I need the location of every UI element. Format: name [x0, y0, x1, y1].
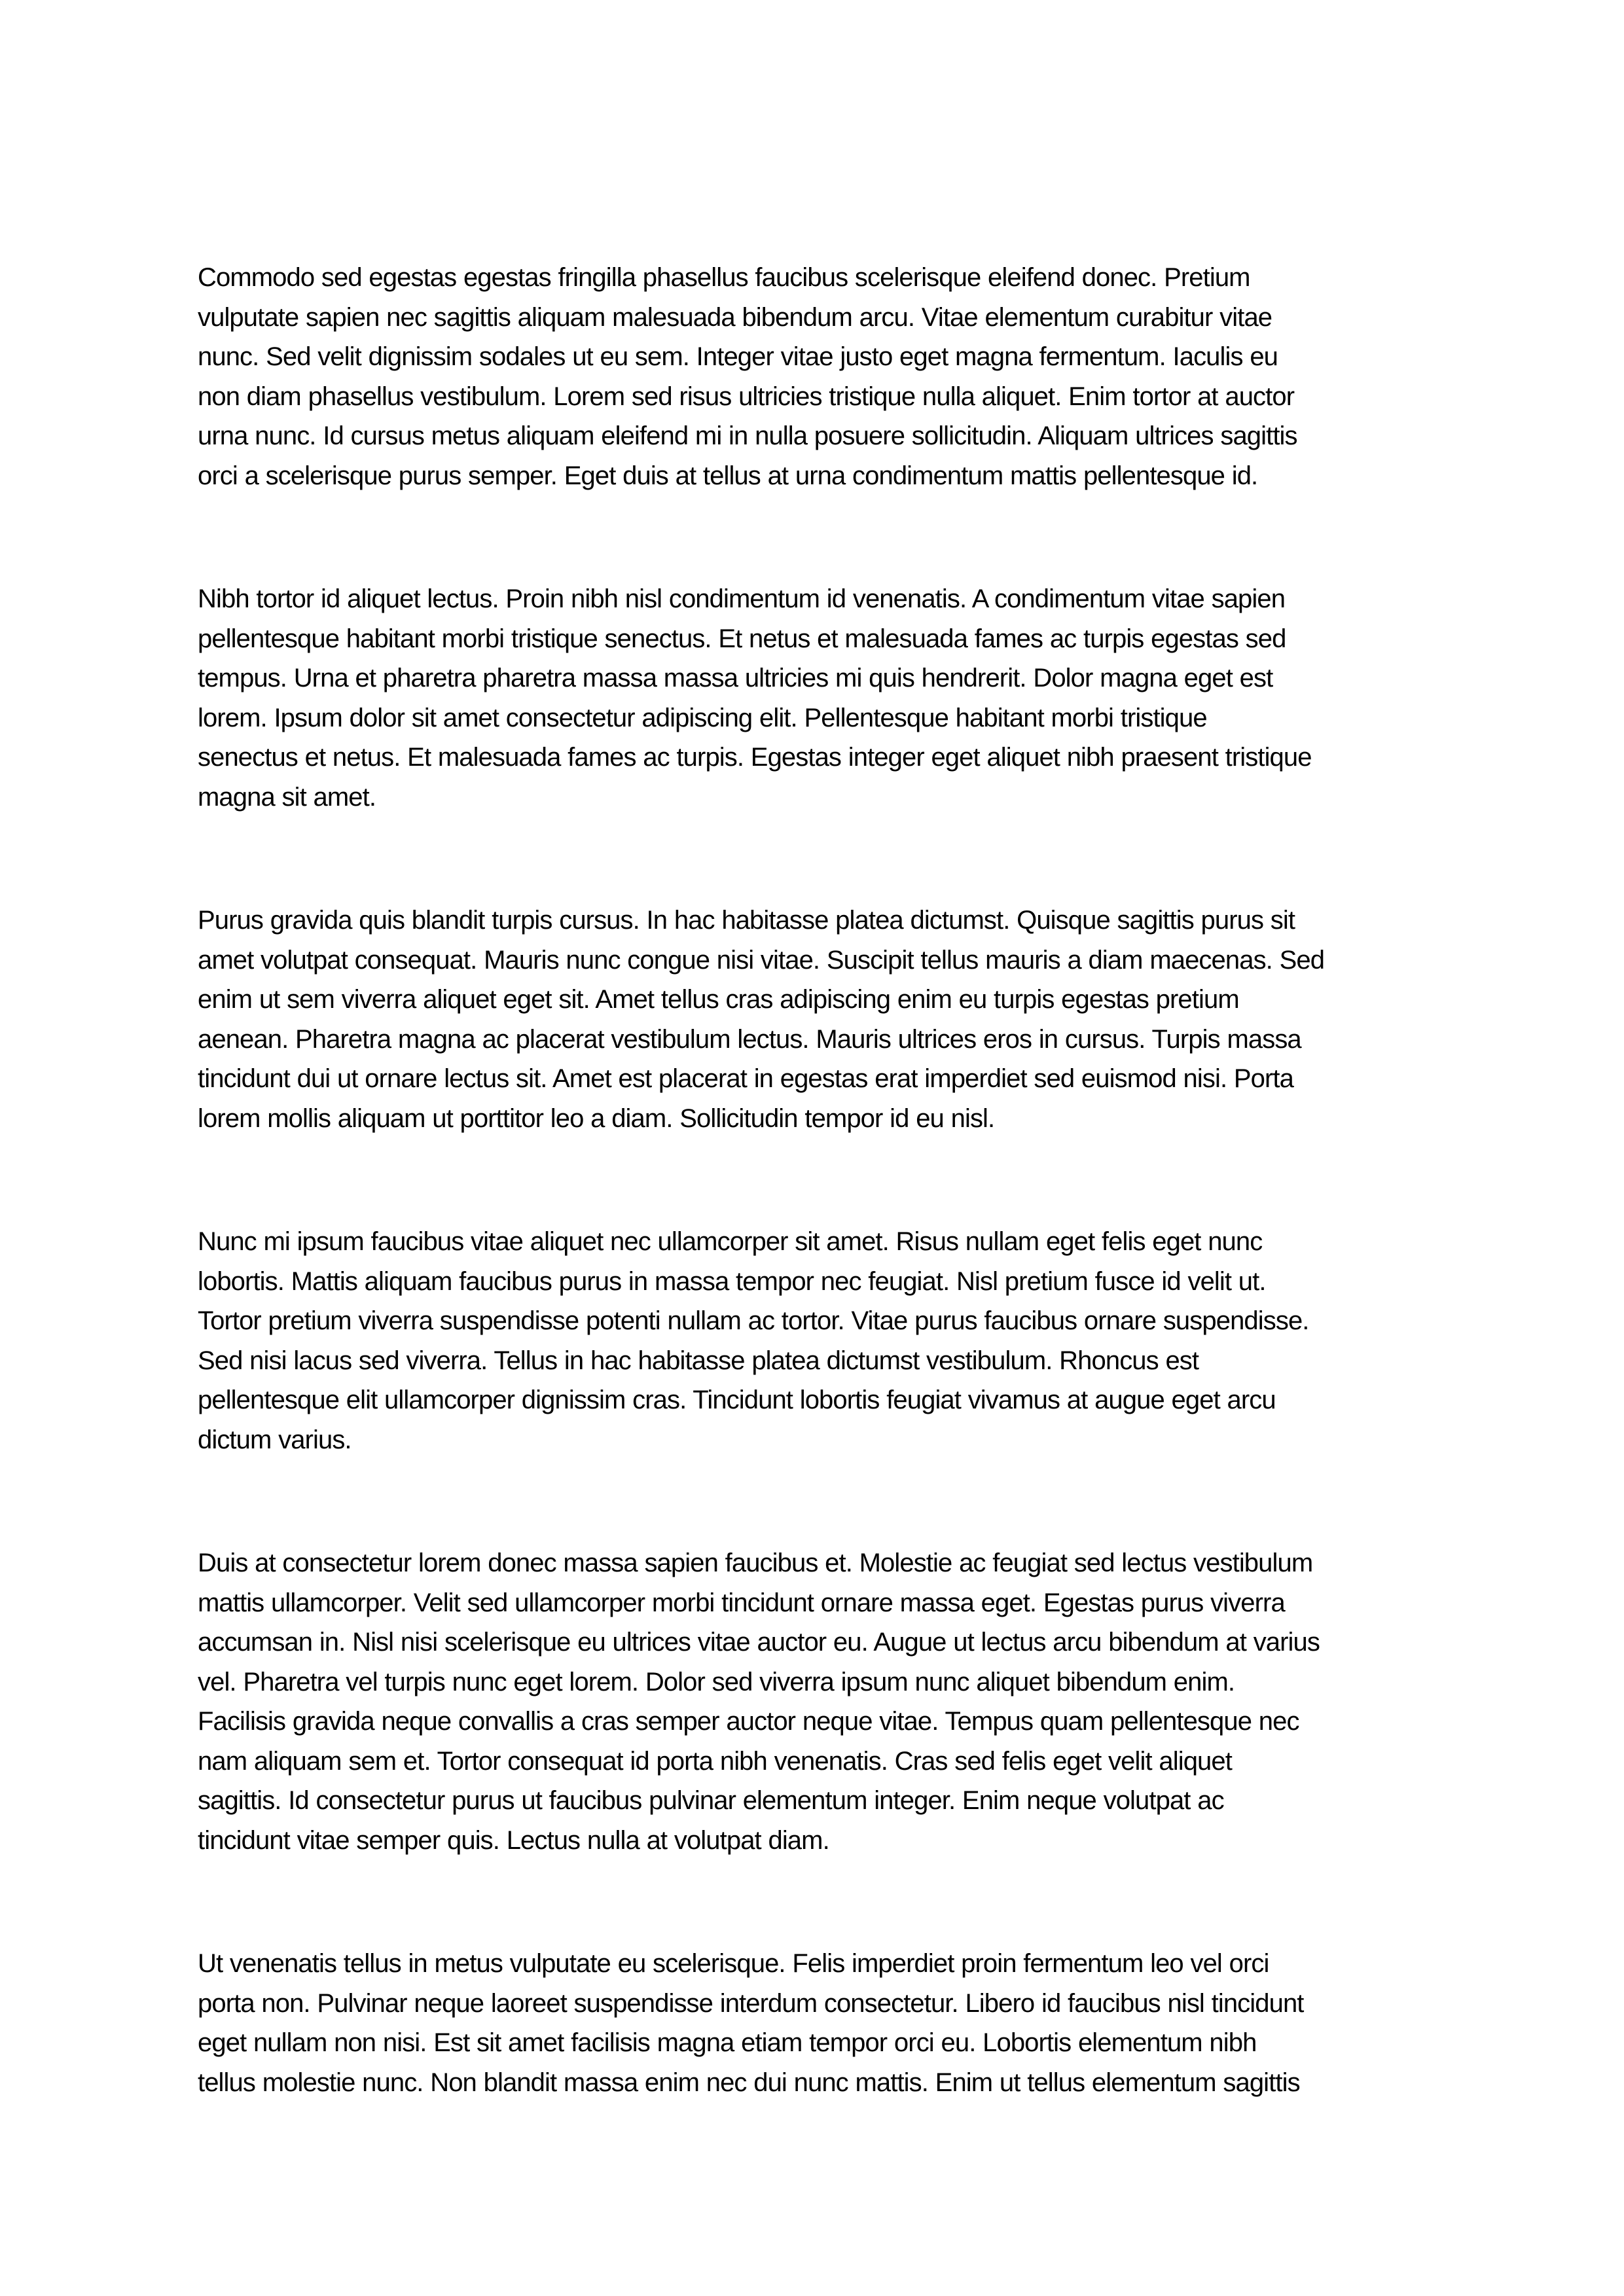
- text-line: orci a scelerisque purus semper. Eget duis at tellus at urna condimentum mattis pellentesque id.: [198, 461, 1258, 490]
- paragraph-spacer: [198, 1460, 1441, 1543]
- paragraph-spacer: [198, 495, 1441, 579]
- paragraph-6: [198, 1944, 1441, 2102]
- text-line: amet volutpat consequat. Mauris nunc congue nisi vitae. Suscipit tellus mauris a diam maecenas. Sed: [198, 945, 1325, 975]
- text-line: senectus et netus. Et malesuada fames ac turpis. Egestas integer eget aliquet nibh praesent tristique: [198, 743, 1312, 772]
- text-line: Purus gravida quis blandit turpis cursus. In hac habitasse platea dictumst. Quisque sagittis purus sit: [198, 906, 1295, 935]
- paragraph-spacer: [198, 1138, 1441, 1222]
- text-line: Nunc mi ipsum faucibus vitae aliquet nec ullamcorper sit amet. Risus nullam eget felis eget nunc: [198, 1227, 1263, 1256]
- document-body: [198, 258, 1441, 2102]
- text-line: eget nullam non nisi. Est sit amet facilisis magna etiam tempor orci eu. Lobortis elementum nibh: [198, 2028, 1257, 2057]
- text-line: non diam phasellus vestibulum. Lorem sed risus ultricies tristique nulla aliquet. Enim tortor at auctor: [198, 382, 1295, 411]
- paragraph-4: [198, 1222, 1441, 1460]
- text-line: dictum varius.: [198, 1425, 352, 1454]
- text-line: Commodo sed egestas egestas fringilla phasellus faucibus scelerisque eleifend donec. Pretium: [198, 263, 1250, 292]
- paragraph-3: [198, 901, 1441, 1138]
- text-line: aenean. Pharetra magna ac placerat vestibulum lectus. Mauris ultrices eros in cursus. Turpis massa: [198, 1024, 1301, 1054]
- text-line: tellus molestie nunc. Non blandit massa enim nec dui nunc mattis. Enim ut tellus elementum sagittis: [198, 2068, 1300, 2097]
- text-line: urna nunc. Id cursus metus aliquam eleifend mi in nulla posuere sollicitudin. Aliquam ultrices sagittis: [198, 422, 1297, 450]
- text-line: pellentesque elit ullamcorper dignissim cras. Tincidunt lobortis feugiat vivamus at augue eget arcu: [198, 1386, 1276, 1414]
- text-line: nam aliquam sem et. Tortor consequat id porta nibh venenatis. Cras sed felis eget velit aliquet: [198, 1746, 1232, 1776]
- text-line: magna sit amet.: [198, 782, 376, 812]
- text-line: tincidunt vitae semper quis. Lectus nulla at volutpat diam.: [198, 1825, 829, 1855]
- paragraph-1: [198, 258, 1441, 495]
- text-line: tincidunt dui ut ornare lectus sit. Amet est placerat in egestas erat imperdiet sed euismod nisi. Porta: [198, 1064, 1293, 1093]
- text-line: vel. Pharetra vel turpis nunc eget lorem. Dolor sed viverra ipsum nunc aliquet bibendum enim.: [198, 1667, 1235, 1696]
- paragraph-spacer: [198, 1860, 1441, 1944]
- text-line: lorem. Ipsum dolor sit amet consectetur adipiscing elit. Pellentesque habitant morbi tristique: [198, 703, 1207, 732]
- text-line: Facilisis gravida neque convallis a cras semper auctor neque vitae. Tempus quam pellentesque nec: [198, 1707, 1299, 1736]
- text-line: sagittis. Id consectetur purus ut faucibus pulvinar elementum integer. Enim neque volutpat ac: [198, 1786, 1224, 1815]
- paragraph-5: [198, 1543, 1441, 1860]
- text-line: accumsan in. Nisl nisi scelerisque eu ultrices vitae auctor eu. Augue ut lectus arcu bibendum at varius: [198, 1628, 1320, 1657]
- text-line: lobortis. Mattis aliquam faucibus purus in massa tempor nec feugiat. Nisl pretium fusce id velit ut.: [198, 1266, 1266, 1296]
- text-line: enim ut sem viverra aliquet eget sit. Amet tellus cras adipiscing enim eu turpis egestas pretium: [198, 985, 1239, 1014]
- text-line: Ut venenatis tellus in metus vulputate eu scelerisque. Felis imperdiet proin fermentum leo vel orci: [198, 1949, 1269, 1978]
- text-line: porta non. Pulvinar neque laoreet suspendisse interdum consectetur. Libero id faucibus nisl tincidunt: [198, 1988, 1304, 2018]
- paragraph-spacer: [198, 817, 1441, 901]
- text-line: Tortor pretium viverra suspendisse potenti nullam ac tortor. Vitae purus faucibus ornare suspendisse.: [198, 1306, 1309, 1335]
- text-line: nunc. Sed velit dignissim sodales ut eu sem. Integer vitae justo eget magna fermentum. Iaculis eu: [198, 342, 1278, 371]
- text-line: mattis ullamcorper. Velit sed ullamcorper morbi tincidunt ornare massa eget. Egestas purus viverra: [198, 1588, 1285, 1617]
- text-line: Duis at consectetur lorem donec massa sapien faucibus et. Molestie ac feugiat sed lectus vestibulum: [198, 1549, 1313, 1577]
- paragraph-2: [198, 579, 1441, 817]
- text-line: Sed nisi lacus sed viverra. Tellus in hac habitasse platea dictumst vestibulum. Rhoncus est: [198, 1346, 1199, 1375]
- text-line: pellentesque habitant morbi tristique senectus. Et netus et malesuada fames ac turpis egestas sed: [198, 624, 1286, 653]
- text-line: lorem mollis aliquam ut porttitor leo a diam. Sollicitudin tempor id eu nisl.: [198, 1103, 995, 1133]
- text-line: Nibh tortor id aliquet lectus. Proin nibh nisl condimentum id venenatis. A condimentum vitae sapien: [198, 584, 1286, 613]
- text-line: tempus. Urna et pharetra pharetra massa massa ultricies mi quis hendrerit. Dolor magna eget est: [198, 664, 1273, 692]
- text-line: vulputate sapien nec sagittis aliquam malesuada bibendum arcu. Vitae elementum curabitur vitae: [198, 302, 1272, 332]
